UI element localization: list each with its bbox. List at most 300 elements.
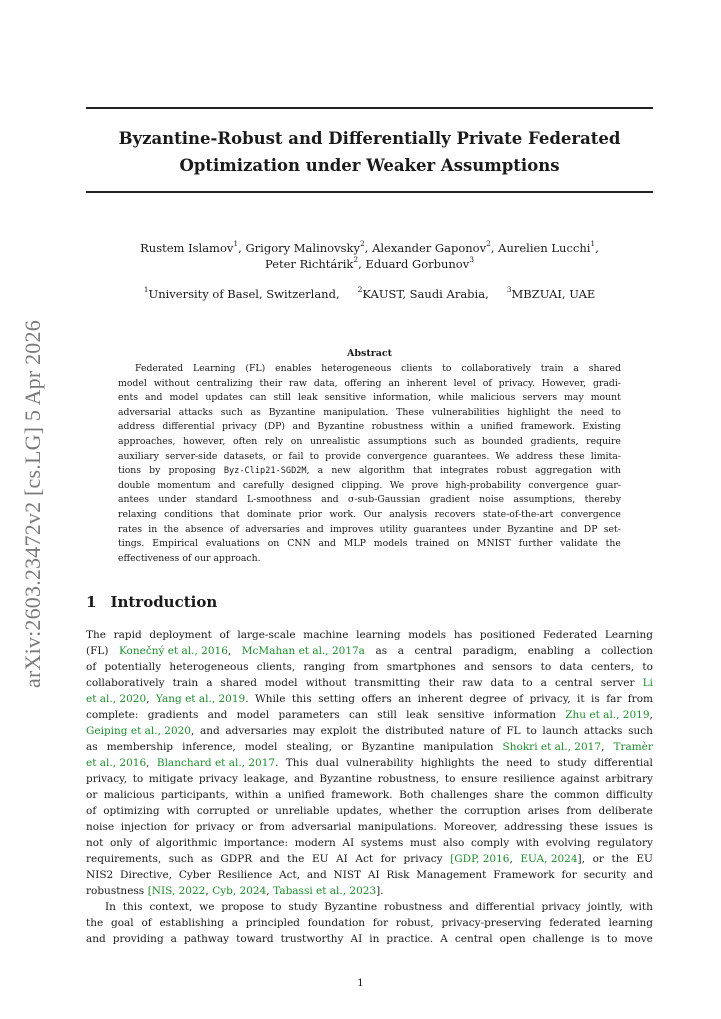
word: deliberate [598, 805, 653, 817]
word: without [305, 677, 347, 689]
word: the [86, 917, 104, 929]
word: Konečný et al., 2016, [119, 645, 232, 657]
word: state-of-the-art [482, 508, 554, 520]
abstract-line [118, 377, 621, 392]
word: (DP) [264, 421, 286, 433]
word: under [158, 494, 187, 506]
citation-link[interactable]: Tabassi et al., 2023 [273, 885, 377, 897]
word: this [291, 693, 312, 705]
word: from [259, 821, 285, 833]
word: can [249, 392, 267, 404]
word: to [526, 725, 537, 737]
word: utility [379, 523, 408, 535]
word: AI [350, 933, 363, 945]
affiliation [358, 286, 489, 302]
word: assumptions [367, 435, 427, 447]
word: context, [149, 901, 193, 913]
word: Byzantine [317, 421, 365, 433]
arxiv-identifier-stamp: arXiv:2603.23472v2 [cs.LG] 5 Apr 2026 [20, 320, 45, 688]
word: the [362, 725, 380, 737]
body-line [86, 915, 653, 931]
word: such [434, 435, 457, 447]
word: need [506, 757, 533, 769]
word: with [515, 837, 540, 849]
word: from [353, 661, 379, 673]
word: machine [303, 629, 349, 641]
word: privacy [195, 821, 235, 833]
word: inference, [182, 741, 236, 753]
word: their [259, 377, 283, 389]
citation-link[interactable]: McMahan et al., 2017a [241, 645, 365, 657]
word: propose [221, 901, 265, 913]
word: degree [469, 693, 507, 705]
word: server-side [165, 450, 218, 462]
word: Cyb, 2024, [212, 885, 270, 897]
word: central [454, 933, 493, 945]
word: is [591, 693, 600, 705]
word: large-scale [237, 629, 296, 641]
word: to [270, 901, 282, 913]
word: assumptions, [513, 494, 576, 506]
word: share [494, 789, 524, 801]
body-line [86, 819, 653, 835]
word: manipulation [423, 741, 494, 753]
word: mount [590, 392, 621, 404]
word: double [118, 479, 150, 491]
word: a [584, 645, 591, 657]
word: Act, [279, 869, 301, 881]
word: with [166, 805, 190, 817]
citation-link[interactable]: Shokri et al., 2017 [502, 741, 602, 753]
word: GDPR [220, 853, 253, 865]
word: Cyber [178, 869, 211, 881]
word: auxiliary [118, 450, 159, 462]
word: and [293, 773, 314, 785]
word: issues [604, 821, 638, 833]
word: as [464, 435, 475, 447]
word: attacks [583, 725, 623, 737]
word: of [86, 805, 97, 817]
word: updates, [336, 805, 382, 817]
word: bounded [482, 435, 523, 447]
citation-link[interactable]: Cyb, 2024 [212, 885, 267, 897]
word: as [375, 645, 388, 657]
word: Framework [493, 869, 555, 881]
word: adversaries [245, 523, 300, 535]
body-line [86, 771, 653, 787]
body-line [86, 883, 653, 899]
word: the [530, 789, 548, 801]
word: Blanchard et al., 2017. [156, 757, 279, 769]
word: Empirical [152, 538, 198, 550]
word: privacy [222, 421, 257, 433]
word: pathway [183, 933, 230, 945]
word: to [132, 773, 144, 785]
word: a [573, 363, 579, 374]
word: collaboratively [86, 677, 165, 689]
word: a [317, 465, 324, 477]
word: vulnerabilities [431, 406, 500, 418]
body-line [86, 723, 653, 739]
word: under [472, 523, 501, 535]
citation-link[interactable]: Yang et al., 2019 [155, 693, 246, 705]
affiliation-mark: 2 [357, 285, 363, 295]
word: offers [361, 693, 392, 705]
word: from [627, 693, 653, 705]
word: momentum [157, 479, 211, 491]
word: shared [588, 363, 621, 374]
word: for [380, 853, 396, 865]
body-line [86, 755, 653, 771]
word: EUA, 2024], [520, 853, 585, 865]
word: sensitive [437, 709, 485, 721]
word: of [141, 917, 152, 929]
word: need [580, 406, 604, 418]
citation-link[interactable]: Konečný et al., 2016 [119, 645, 228, 657]
affiliation [144, 286, 340, 302]
word: AI [342, 837, 355, 849]
word: relaxing [118, 508, 157, 520]
body-line [86, 691, 653, 707]
word: goal [110, 917, 134, 929]
word: and [86, 933, 106, 945]
word: such [628, 725, 653, 737]
word: to [539, 757, 551, 769]
word: our [194, 552, 211, 564]
word: datasets, [223, 450, 267, 462]
word: central [554, 677, 593, 689]
word: highlights [420, 757, 475, 769]
word: also [443, 837, 465, 849]
citation-link[interactable]: Blanchard et al., 2017 [156, 757, 276, 769]
word: algorithmic [155, 837, 218, 849]
word: clients [401, 363, 433, 374]
word: [GDP, 2016, [450, 853, 513, 865]
word: evolving [545, 837, 591, 849]
title-line: Byzantine-Robust and Differentially Private Federated [118, 129, 621, 148]
word: an [398, 693, 412, 705]
author-line: Peter Richtárik$^2$, Eduard Gorbunov$^3$ [264, 255, 475, 271]
word: rely [264, 435, 284, 447]
page-number: 1 [357, 977, 364, 989]
word: to [522, 677, 533, 689]
citation-link[interactable]: EUA, 2024 [520, 853, 578, 865]
word: far [606, 693, 622, 705]
word [613, 739, 652, 755]
author-affiliation-mark: 2 [359, 239, 365, 249]
word: designed [291, 479, 335, 491]
affiliation-name: KAUST, Saudi Arabia, [362, 287, 489, 301]
word: jointly, [587, 901, 623, 913]
word: rates [118, 523, 142, 535]
word: trained [415, 538, 450, 550]
word: paradigm, [462, 645, 518, 657]
word: move [624, 933, 653, 945]
word: collection [601, 645, 653, 657]
word: unreliable [275, 805, 330, 817]
word: the [440, 805, 458, 817]
word: challenges [430, 789, 488, 801]
word: new [331, 465, 351, 477]
author-list [86, 240, 653, 272]
word: that [220, 508, 240, 520]
word: optimizing [103, 805, 160, 817]
word: ensure [461, 773, 498, 785]
word: centers, [591, 661, 635, 673]
word: and [321, 494, 339, 506]
word: the [287, 853, 305, 865]
body-line [86, 835, 653, 851]
word: malicious [103, 789, 155, 801]
word: privacy, [529, 693, 571, 705]
word: the [557, 406, 573, 418]
word: stealing, [286, 741, 333, 753]
word: require [586, 435, 621, 447]
word: validate [560, 538, 598, 550]
body-line [86, 899, 653, 915]
word: Byzantine [324, 901, 378, 913]
word: integrates [440, 465, 489, 477]
word: gradients, [530, 435, 579, 447]
word: by [149, 465, 161, 477]
word: improves [329, 523, 374, 535]
citation-link[interactable]: [GDP, 2016 [450, 853, 510, 865]
word: resilience [503, 773, 555, 785]
word: A [440, 933, 448, 945]
word: addressing [504, 821, 563, 833]
word: parameters [278, 709, 340, 721]
word: unrealistic [310, 435, 361, 447]
word: convergence [367, 450, 428, 462]
citation-link[interactable]: et al., 2016 [86, 757, 147, 769]
word: adversarial [118, 406, 171, 418]
word: these [559, 450, 585, 462]
word: injection [120, 821, 167, 833]
author-name: Eduard Gorbunov [365, 257, 470, 271]
word: importance: [223, 837, 289, 849]
abstract-line [118, 493, 621, 508]
word: of [86, 661, 97, 673]
word: or [256, 805, 269, 817]
word: or [592, 853, 604, 865]
word: Byzantine [506, 523, 554, 535]
algorithm-name: Byz-Clip21-SGD2M [223, 466, 307, 477]
word: We [495, 450, 510, 462]
word: manipulation. [323, 406, 389, 418]
author-name: Rustem Islamov [140, 241, 234, 255]
word: adversaries [225, 725, 288, 737]
word: or [341, 741, 353, 753]
word: positioned [479, 629, 536, 641]
word: tions [118, 465, 142, 477]
word: for [173, 821, 189, 833]
word: principled [245, 917, 300, 929]
word: model [244, 741, 278, 753]
word: guar- [595, 479, 621, 491]
word: These [396, 406, 425, 418]
word: proposing [168, 465, 216, 477]
word: data [559, 661, 583, 673]
word: conditions [164, 508, 213, 520]
word [242, 643, 365, 659]
word: inherent [406, 377, 447, 389]
word: privacy [541, 901, 581, 913]
word: it [577, 693, 585, 705]
word: practice. [386, 933, 434, 945]
word: model [169, 392, 199, 404]
body-line [86, 627, 653, 643]
word: However, [541, 377, 587, 389]
word: Geiping et al., 2020, [86, 725, 195, 737]
word: still [377, 709, 397, 721]
word: must [410, 837, 437, 849]
word: information, [373, 392, 432, 404]
word: adversarial [291, 821, 352, 833]
word: evaluations [205, 538, 260, 550]
affiliation-mark: 1 [143, 285, 149, 295]
word: and [463, 661, 484, 673]
word: a [170, 933, 177, 945]
body-line [86, 931, 653, 947]
word: Byzantine [319, 773, 373, 785]
word: Moreover, [443, 821, 498, 833]
affiliation [507, 286, 596, 302]
word: Tabassi et al., 2023]. [273, 885, 384, 897]
word: noise [479, 494, 504, 506]
word: robustness, [377, 773, 440, 785]
word: et al., 2016, [86, 757, 150, 769]
abstract-line [118, 406, 621, 421]
word: potentially [104, 661, 162, 673]
word: model [236, 709, 270, 721]
word: antees [118, 494, 150, 506]
word: establishing [159, 917, 224, 929]
citation-link[interactable]: Li [642, 677, 653, 689]
author-affiliation-mark: 1 [590, 239, 596, 249]
word: we [199, 901, 215, 913]
word: systems [360, 837, 404, 849]
word: model [264, 677, 298, 689]
word: vulnerability [346, 757, 414, 769]
word: federated [549, 917, 601, 929]
word: to [642, 661, 653, 673]
body-line [86, 867, 653, 883]
word: While [254, 693, 286, 705]
author-name: Aurelien Lucchi [498, 241, 591, 255]
author-affiliation-mark: 2 [486, 239, 491, 249]
word: Learning [192, 363, 236, 374]
word: and [306, 523, 324, 535]
word: study [288, 901, 318, 913]
word: prior [298, 508, 323, 520]
word: without [153, 377, 190, 389]
word: attacks [178, 406, 213, 418]
word: heterogeneous [169, 661, 249, 673]
word: Federated [542, 629, 598, 641]
word: the [611, 853, 629, 865]
body-line [86, 659, 653, 675]
author-name: Peter Richtárik [264, 257, 354, 271]
title-line: Optimization under Weaker Assumptions [179, 156, 560, 175]
word: common [554, 789, 600, 801]
word: manipulations. [357, 821, 437, 833]
word: trustworthy [280, 933, 344, 945]
word: provide [325, 450, 361, 462]
word: (FL) [245, 363, 266, 374]
word: robust [496, 465, 527, 477]
word: central [414, 645, 453, 657]
word: inherent [417, 693, 463, 705]
word: in [148, 523, 158, 535]
word: and [449, 901, 469, 913]
word: providing [112, 933, 164, 945]
word: and [633, 869, 653, 881]
word: privacy-preserving [441, 917, 542, 929]
word: offering [344, 377, 382, 389]
word: address [118, 421, 155, 433]
word: highlight [507, 406, 550, 418]
word: corruption [464, 805, 521, 817]
word: a [540, 677, 547, 689]
affiliation-name: University of Basel, Switzerland, [148, 287, 340, 301]
body-line [86, 851, 653, 867]
word: DP [583, 523, 598, 535]
word: Both [399, 789, 425, 801]
body-text [86, 627, 653, 947]
word: thereby [584, 494, 621, 506]
word: In [105, 901, 116, 913]
word: may [292, 725, 315, 737]
word: collaboratively [461, 363, 531, 374]
citation-link[interactable]: et al., 2020 [86, 693, 147, 705]
author-affiliation-mark: 3 [469, 255, 475, 265]
word: challenge [532, 933, 585, 945]
word: is [591, 933, 600, 945]
word: Zhu et al., 2019, [565, 709, 653, 721]
citation-link[interactable]: Zhu et al., 2019 [565, 709, 650, 721]
word: approach. [213, 552, 261, 564]
word: train [540, 363, 564, 374]
citation-link[interactable]: Tramèr [613, 741, 653, 753]
word: (FL) [86, 645, 109, 657]
word: convergence [528, 479, 589, 491]
word: to [540, 661, 552, 673]
word: participants, [161, 789, 229, 801]
word: EU [636, 853, 653, 865]
word: clients, [256, 661, 296, 673]
word: of [512, 693, 524, 705]
word: while [438, 392, 464, 404]
word: nature [449, 725, 485, 737]
author-line: Rustem Islamov$^1$, Grigory Malinovsky$^2$, Alexander Gaponov$^2$, Aurelien Lucchi$^1$, [140, 239, 599, 255]
word: set- [603, 523, 621, 535]
citation-link[interactable]: [NIS, 2022 [147, 885, 206, 897]
word: aggregation [534, 465, 593, 477]
word: Federated [135, 363, 184, 374]
abstract-line [118, 523, 621, 538]
word: that [412, 465, 432, 477]
word: ranging [303, 661, 346, 673]
word: data, [313, 377, 338, 389]
abstract-line [118, 362, 621, 377]
citation-link[interactable]: Geiping et al., 2020 [86, 725, 191, 737]
word: prove [411, 479, 439, 491]
word: the [481, 757, 499, 769]
word: this [122, 901, 143, 913]
word: data [490, 677, 514, 689]
word: NIS2 [86, 869, 114, 881]
word: Yang et al., 2019. [155, 693, 249, 705]
